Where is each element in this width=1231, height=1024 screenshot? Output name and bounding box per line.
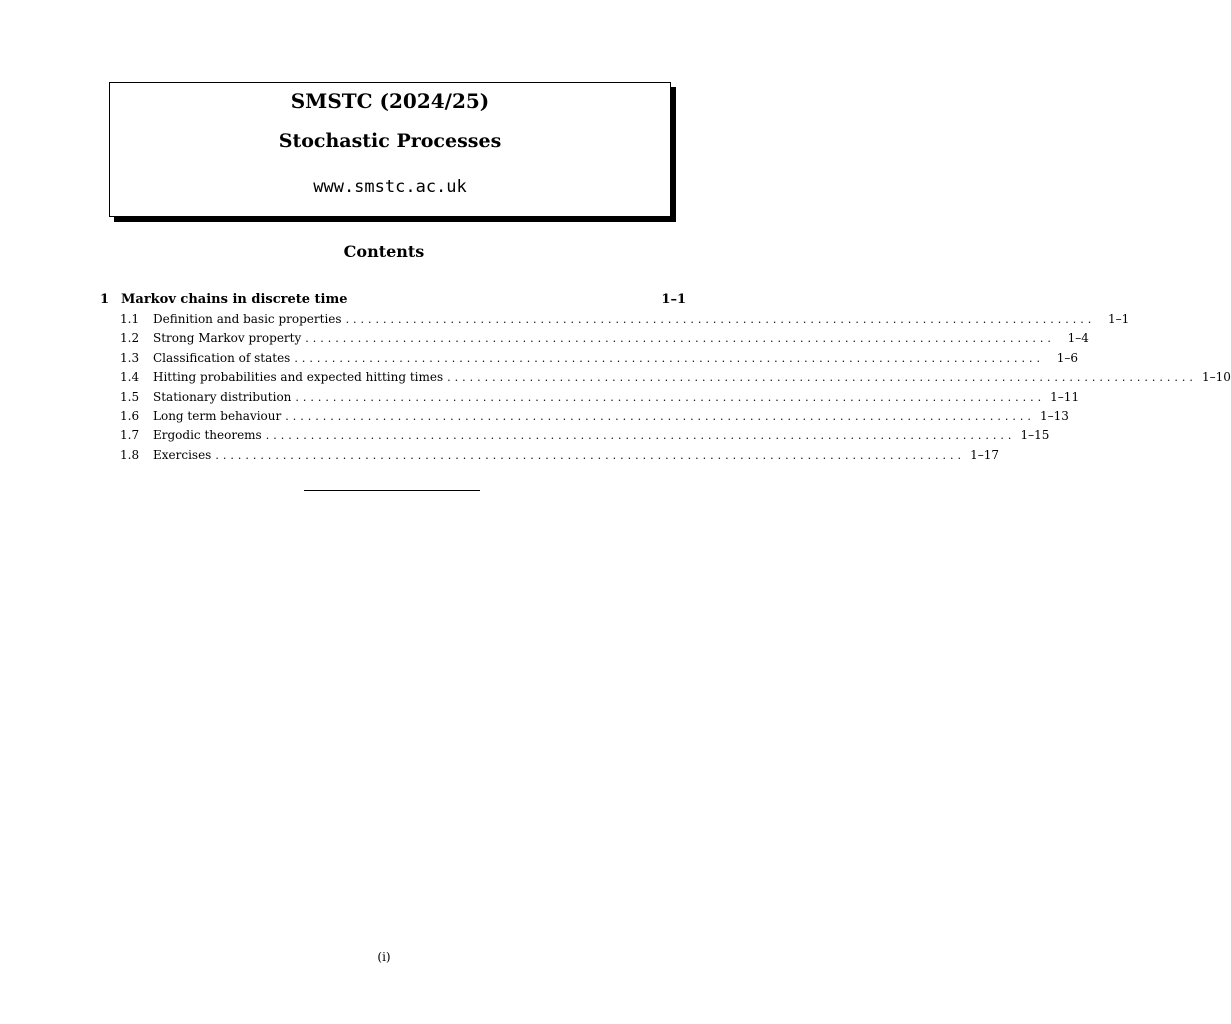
title-box [109, 82, 671, 217]
website-url: www.smstc.ac.uk [313, 177, 467, 197]
toc-section-row[interactable] [120, 389, 1080, 409]
section-title: Hitting probabilities and expected hitting times [153, 370, 444, 385]
section-number: 1.4 [120, 370, 140, 385]
section-number: 1.6 [120, 408, 140, 423]
section-number: 1.5 [120, 389, 140, 404]
section-page: 1–10 [1201, 370, 1231, 385]
section-page: 1–4 [1067, 331, 1089, 346]
course-title: SMSTC (2024/25) [290, 89, 490, 113]
section-page: 1–15 [1020, 428, 1050, 443]
section-page: 1–13 [1040, 408, 1069, 423]
dot-leader: .................................................................................................... [345, 313, 1096, 326]
chapter-title: Markov chains in discrete time [121, 292, 348, 307]
dot-leader: .................................................................................................... [305, 332, 1055, 346]
toc-section-row[interactable] [120, 350, 1079, 370]
toc-section-row[interactable] [120, 331, 1089, 350]
section-page: 1–6 [1056, 350, 1079, 365]
section-title: Classification of states [153, 350, 291, 365]
toc-section-row[interactable] [120, 447, 1000, 467]
section-number: 1.1 [120, 312, 140, 326]
section-page: 1–17 [970, 447, 1000, 462]
dot-leader: .................................................................................................... [215, 448, 966, 462]
toc-section-row[interactable] [120, 370, 1231, 389]
section-title: Definition and basic properties [153, 312, 342, 326]
section-page: 1–1 [1107, 312, 1130, 326]
section-title: Exercises [153, 447, 212, 462]
dot-leader: .................................................................................................... [447, 371, 1197, 385]
dot-leader: .................................................................................................... [295, 390, 1046, 404]
toc-section-row[interactable] [120, 428, 1050, 447]
dot-leader: .................................................................................................... [265, 429, 1016, 443]
dot-leader: .................................................................................................... [294, 351, 1045, 365]
toc-chapter-row[interactable] [100, 292, 686, 310]
document-title: Stochastic Processes [278, 130, 502, 152]
section-number: 1.3 [120, 350, 140, 365]
section-title: Long term behaviour [153, 408, 282, 423]
toc-section-list [120, 312, 1231, 467]
toc-section-row[interactable] [120, 408, 1069, 428]
dot-leader: .................................................................................................... [285, 409, 1035, 423]
chapter-number: 1 [100, 292, 110, 307]
section-title: Strong Markov property [153, 331, 302, 346]
contents-heading: Contents [343, 242, 425, 261]
page-number: (i) [377, 950, 391, 964]
section-number: 1.7 [120, 428, 140, 443]
section-number: 1.8 [120, 447, 140, 462]
chapter-page: 1–1 [661, 292, 686, 307]
section-title: Ergodic theorems [153, 428, 262, 443]
section-number: 1.2 [120, 331, 140, 346]
section-divider [304, 490, 480, 491]
section-page: 1–11 [1050, 389, 1080, 404]
toc-section-row[interactable] [120, 312, 1130, 331]
section-title: Stationary distribution [153, 389, 292, 404]
